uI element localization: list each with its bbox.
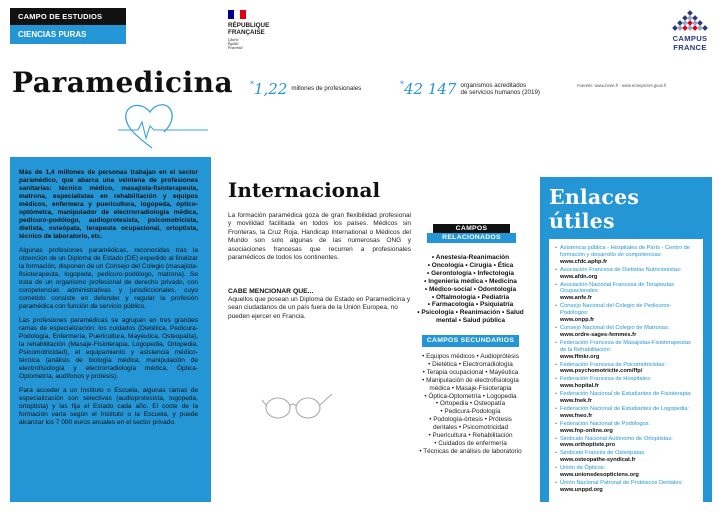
sources-note: Fuentes: www.insee.fr - www.entreprises.gouv.fr [577, 83, 667, 88]
list-item: • Pedicura-Podología [440, 408, 501, 416]
link-org-name: Consejo Nacional del Colegio de Matronas: [560, 324, 670, 331]
link-text [560, 421, 650, 435]
link-url[interactable]: www.anfe.fr [560, 295, 593, 302]
stat-organisms-value: *42 147 [400, 80, 457, 98]
link-url[interactable]: www.fneo.fr [560, 412, 593, 419]
link-org-name: Sindicato Nacional Autónomo de Ortoptistas: [560, 435, 673, 442]
intro-paragraph-1: Más de 1,4 millones de personas trabajan en el sector paramédico, que abarca una veintena de profesiones sanitarias: técnico médico, masajista-fisioterapeuta, matrona, especialistas en rehabilitación y equipos médicos, enfermera y puericultora, logopeda, óptico-optómetra, manipulador de electrorradiología médica, pedicuro-podólogo, audioprotesista, psicomotricista, dietista, osteópata, terapeuta ocupacional, ortoptista, técnico de laboratorio, etc. [19, 169, 198, 240]
bullet-icon: • [555, 266, 557, 273]
list-item: • Gerontología • Infectología [427, 269, 514, 277]
link-org-name: Federación Nacional de Estudiantes de Fisioterapia: [560, 391, 692, 398]
list-item: • Óptica-Optometría • Logopedia [424, 392, 517, 400]
link-org-name: Federación Nacional de Estudiantes de Logopedia: [560, 405, 690, 412]
link-item [555, 303, 698, 324]
link-item [555, 421, 698, 435]
rf-name-line1: RÉPUBLIQUE [228, 22, 270, 29]
link-url[interactable]: www.ffmkr.org [560, 353, 600, 360]
republique-francaise-logo [228, 10, 288, 51]
list-item: • Médico-social • Odontología [424, 285, 517, 293]
link-org-name: Federación Francesa de Hospitales: [560, 376, 652, 383]
list-item: médica • Masaje-Fisioterapia [429, 384, 512, 392]
list-item: • Farmacología • Psiquiatría [427, 301, 514, 309]
link-url[interactable]: www.ordre-sages-femmes.fr [560, 331, 637, 338]
list-item: • Cuidados de enfermería [434, 439, 507, 447]
link-url[interactable]: www.hopital.fr [560, 383, 599, 390]
stat-professionals-value: *1,22 [250, 80, 288, 98]
list-item: mental • Salud pública [435, 317, 506, 325]
link-text [560, 303, 698, 324]
related-fields-list [414, 254, 527, 325]
campus-france-emblem-icon [670, 10, 710, 34]
link-org-name: Unión Nacional Patronal de Protésicos Dentales: [560, 480, 683, 486]
stat-professionals [250, 80, 361, 98]
link-url[interactable]: www.unppd.org [560, 486, 603, 493]
link-org-name: Asistencia pública - Hospitales de París - Centro de formación y desarrollo de competencias: [560, 245, 690, 258]
list-item: • Oncología • Cirugía • Ética [427, 261, 514, 269]
link-url[interactable]: www.osteopathe-syndicat.fr [560, 457, 636, 464]
list-item: • Oftalmología • Pediatría [431, 293, 510, 301]
list-item: • Podología-órtesis • Prótesis [429, 416, 512, 424]
useful-links-panel [540, 177, 712, 502]
list-item: • Ingeniería médica • Medicina [424, 277, 517, 285]
rf-motto-3: Fraternité [228, 46, 243, 51]
link-text [560, 376, 651, 390]
bullet-icon: • [555, 303, 557, 310]
bullet-icon: • [555, 465, 557, 472]
heart-pulse-icon [118, 96, 208, 156]
link-text [560, 245, 698, 266]
link-item [555, 465, 698, 479]
link-org-name: Federación Francesa de Masajistas-Fisioterapeutas de la Rehabilitación: [560, 339, 691, 353]
rf-name-line2: FRANÇAISE [228, 29, 265, 36]
note-title: CABE MENCIONAR QUE... [228, 288, 314, 295]
useful-links-title: Enlaces útiles [549, 185, 640, 233]
link-org-name: Federación Francesa de Psicomotricistas: [560, 361, 666, 368]
link-org-name: Asociación Nacional Francesa de Terapeutas Ocupacionales: [560, 281, 675, 295]
bullet-icon: • [555, 391, 557, 398]
french-flag-icon [228, 10, 246, 19]
link-url[interactable]: www.cfdc.aphp.fr [560, 258, 608, 265]
link-item [555, 340, 698, 361]
link-text [560, 362, 666, 376]
link-url[interactable]: www.onpp.fr [560, 317, 595, 324]
related-fields-heading: CAMPOS [433, 224, 510, 233]
link-item [555, 282, 698, 303]
rf-motto-1: Liberté [228, 38, 239, 42]
list-item: • Manipulación de electrofisiología [422, 376, 519, 384]
bullet-icon: • [555, 245, 557, 251]
stat-organisms-label: organismos acreditados de servicios humanos (2019) [460, 81, 540, 96]
link-org-name: Consejo Nacional del Colegio de Pedicuros-Podólogos: [560, 303, 672, 317]
list-item: • Ortopedia • Osteopatía [435, 400, 506, 408]
bullet-icon: • [555, 480, 557, 486]
bullet-icon: • [555, 324, 557, 331]
link-item [555, 391, 698, 405]
list-item: • Equipos médicos • Audioprótesis [422, 353, 519, 360]
link-item [555, 362, 698, 376]
link-url[interactable]: www.fnp-online.org [560, 427, 613, 434]
secondary-fields-list [414, 353, 527, 456]
link-org-name: Asociación Francesa de Dietistas Nutricionistas: [560, 266, 682, 273]
link-item [555, 480, 698, 494]
link-text [560, 436, 673, 450]
campus-name-line2: FRANCE [673, 43, 707, 52]
intro-paragraph-4: Para acceder a un Instituto o Escuela, algunas ramas de especialización son selectivas (audioprotesista, logopeda, ortoptista) y las fija el Estado cada año. El coste de la formación varía según el Instituto o la Escuela, y puede alcanzar los 7 000 euros anuales en el sector privado. [19, 387, 198, 426]
link-url[interactable]: www.unionsdesopticiens.org [560, 472, 639, 479]
bullet-icon: • [555, 435, 557, 442]
list-item: • Anestesia-Reanimación [431, 254, 510, 261]
stat-professionals-label: millones de profesionales [291, 85, 362, 93]
link-text [560, 267, 681, 281]
list-item: • Dietética • Electrorradiología [428, 360, 513, 368]
link-text [560, 480, 683, 494]
bullet-icon: • [555, 281, 557, 288]
link-item [555, 245, 698, 266]
page-title: Paramedicina [12, 66, 234, 99]
link-url[interactable]: www.psychomotricite.com/ffp/ [560, 368, 643, 375]
field-category-label: CAMPO DE ESTUDIOS [10, 8, 126, 25]
useful-links-list [549, 239, 703, 510]
rf-motto-2: Égalité [228, 42, 239, 47]
bullet-icon: • [555, 420, 557, 427]
link-item [555, 325, 698, 339]
link-org-name: Sindicato Francés de Osteópatas: [560, 450, 646, 457]
link-item [555, 267, 698, 281]
bullet-icon: • [555, 376, 557, 383]
link-text [560, 391, 692, 405]
link-url[interactable]: www.afdn.org [560, 273, 598, 280]
link-url[interactable]: www.fnek.fr [560, 398, 593, 405]
secondary-fields-heading: CAMPOS SECUNDARIOS [422, 335, 519, 347]
campus-france-logo [660, 10, 720, 52]
intro-panel [10, 157, 211, 502]
bullet-icon: • [555, 339, 557, 346]
link-org-name: Unión de Ópticos: [560, 465, 606, 472]
link-text [560, 282, 698, 303]
bullet-icon: • [555, 405, 557, 412]
link-text [560, 406, 689, 420]
rf-motto [228, 38, 288, 51]
link-item [555, 376, 698, 390]
internacional-title: Internacional [228, 178, 381, 202]
link-text [560, 450, 646, 464]
link-text [560, 325, 669, 339]
glasses-icon [262, 388, 334, 422]
link-text [560, 465, 639, 479]
link-item [555, 406, 698, 420]
note-body: Aquellos que posean un Diploma de Estado en Paramedicina y sean ciudadanos de un país fuera de la Unión Europea, no pueden ejercer en Francia. [228, 296, 411, 320]
stat-organisms [400, 80, 540, 98]
list-item: • Técnicas de análisis de laboratorio [419, 447, 522, 455]
list-item: • Puericultura • Rehabilitación [428, 432, 513, 440]
intro-paragraph-3: Las profesiones paramédicas se agrupan en tres grandes ramas de especialización: los cuidados (Dietética, Pedicura-Podología, Enfermería, Puericultura, Mayéutica, Osteopatía), la rehabilitación (Masaje-Fisioterapia, Logopedia, Ortopedia, Psicomotricidad), el equipamiento y asistencia médico-técnica (análisis de biología médica, manipulación de electrofisiología y electrorradiología médica, Óptica-Optometría, audífonos y prótesis). [19, 317, 198, 380]
related-fields-subheading: RELACIONADOS [427, 233, 516, 243]
link-item [555, 436, 698, 450]
list-item: dentales • Psicomotricidad [432, 424, 509, 432]
intro-paragraph-2: Algunas profesiones paramédicas, reconocidas tras la obtención de un Diploma de Estado (DE) expedido al finalizar la formación, disponen de un Consejo del Colegio (masajista-fisioterapeuta, logopeda, pedicuro-podólogo, matrona). Se trata de un organismo profesional de derecho privado, con competencias administrativas y jurisdiccionales, cuyo cometido consiste en defender y regular la profesión paramédica con función de servicio público. [19, 247, 198, 310]
campus-name-line1: CAMPUS [672, 34, 708, 43]
link-item [555, 450, 698, 464]
bullet-icon: • [555, 361, 557, 368]
internacional-body: La formación paramédica goza de gran flexibilidad profesional y movilidad facilitada en todos los países. Médicos sin Fronteras, la Cruz Roja, Handicap International o Médicos del Mundo son solo algunas de las numerosas ONG y asociaciones francesas que recurren a profesionales paramédicos de todos los continentes. [228, 212, 411, 262]
field-subcategory-label: CIENCIAS PURAS [10, 25, 126, 44]
link-org-name: Federación Nacional de Podólogos: [560, 420, 651, 427]
bullet-icon: • [555, 450, 557, 457]
list-item: • Psicología • Reanimación • Salud [417, 309, 524, 317]
link-url[interactable]: www.orthoptiste.pro [560, 442, 616, 449]
link-text [560, 340, 698, 361]
list-item: • Terapia ocupacional • Mayéutica [422, 368, 519, 376]
